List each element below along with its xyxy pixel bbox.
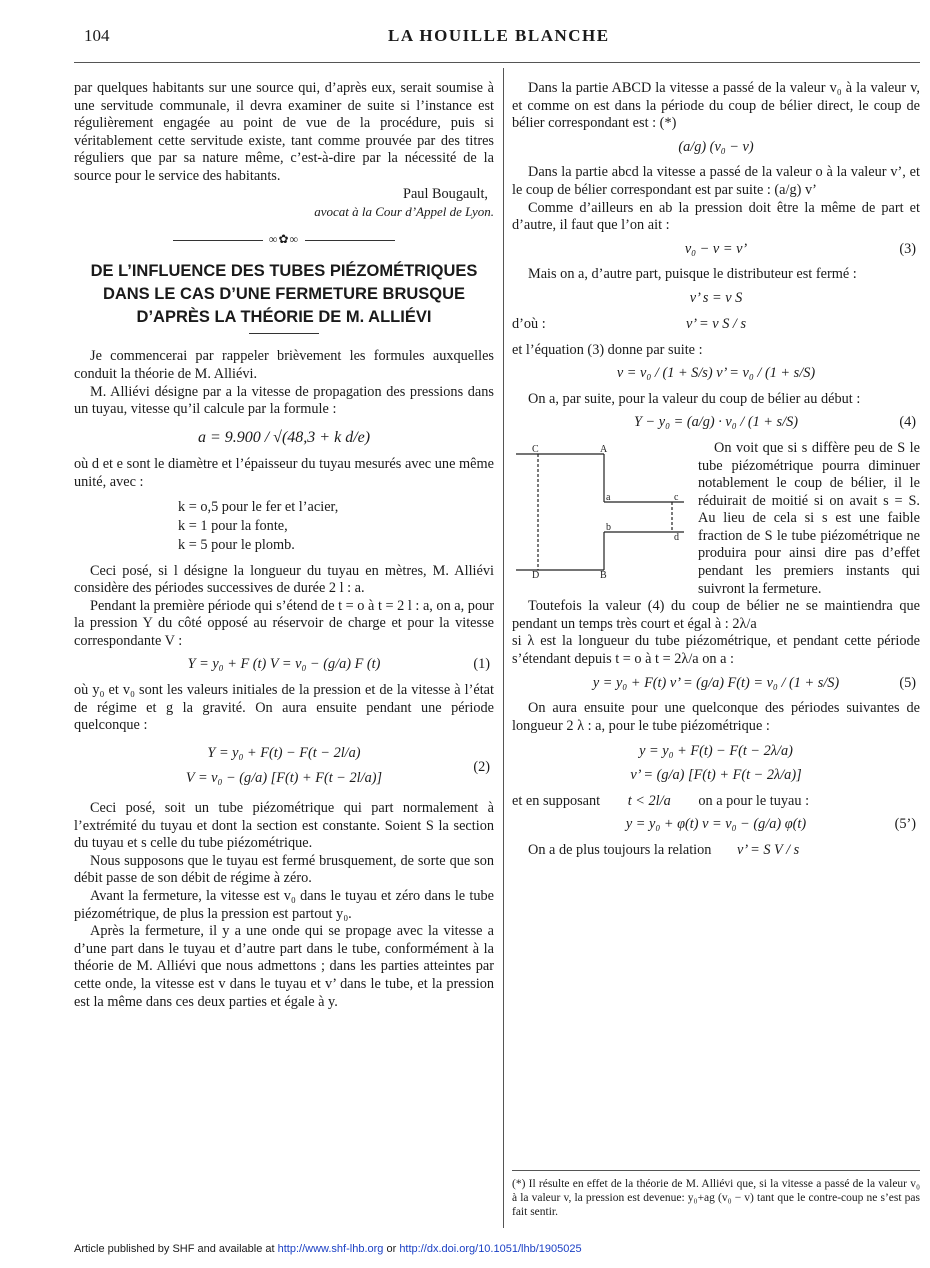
figure-label: C bbox=[532, 443, 539, 455]
title-line: DE L’INFLUENCE DES TUBES PIÉZOMÉTRIQUES bbox=[90, 262, 478, 281]
figure-paragraph bbox=[512, 440, 920, 598]
k-value: k = 1 pour la fonte, bbox=[178, 517, 288, 534]
relation-equation: v’ = S V / s bbox=[737, 841, 800, 858]
equation-5 bbox=[512, 675, 920, 693]
paragraph: Ceci posé, soit un tube piézométrique qui part normalement à l’extrémité du tuyau et dont la section est constante. Soient S la section du tuyau et s celle du tube piézométrique. bbox=[74, 800, 494, 852]
equation-text: y = y₀ + F(t) − F(t − 2λ/a) bbox=[639, 743, 793, 760]
paragraph: On a, par suite, pour la valeur du coup de bélier au début : bbox=[528, 390, 861, 407]
header-rule bbox=[74, 62, 920, 63]
footnote: (*) Il résulte en effet de la théorie de M. Alliévi que, si la vitesse a passé de la valeur v₀ à la valeur v, la pression est devenue: y₀+ag (v₀ − v) tant que le contre-coup ne s’est pas fait sentir. bbox=[512, 1170, 920, 1219]
condition-line bbox=[512, 793, 920, 811]
author-title: avocat à la Cour d’Appel de Lyon. bbox=[314, 204, 494, 220]
figure-label: c bbox=[674, 491, 679, 503]
equation-text: v₀ − v = v’ bbox=[684, 240, 748, 257]
condition-equation: t < 2l/a bbox=[627, 792, 671, 809]
paragraph: où y₀ et v₀ sont les valeurs initiales de la pression et de la vitesse à l’état de régime et g la gravité. On aura ensuite pendant une période quelconque : bbox=[74, 682, 494, 734]
figure-label: d bbox=[674, 531, 679, 543]
equation-4 bbox=[512, 414, 920, 432]
figure-label: b bbox=[606, 521, 611, 533]
equation-number: (2) bbox=[473, 758, 490, 775]
paragraph: Mais on a, d’autre part, puisque le distributeur est fermé : bbox=[528, 266, 857, 283]
page-header bbox=[0, 26, 930, 50]
equation-vp-row bbox=[512, 316, 920, 336]
pipe-diagram bbox=[512, 442, 690, 580]
author-name: Paul Bougault, bbox=[403, 185, 488, 202]
dou-label: d’où : bbox=[512, 315, 546, 332]
title-underline bbox=[249, 333, 319, 334]
relation-line bbox=[512, 842, 920, 860]
text-run: On a de plus toujours la relation bbox=[528, 841, 712, 858]
equation-number: (5) bbox=[899, 674, 916, 691]
paragraph: On aura ensuite pour une quelconque des périodes suivantes de longueur 2 λ : a, pour le tube piézométrique : bbox=[512, 700, 920, 734]
publication-footer bbox=[74, 1243, 582, 1255]
equation-2 bbox=[74, 745, 494, 788]
paragraph: Je commencerai par rappeler brièvement les formules auxquelles conduit la théorie de M. Alliévi. bbox=[74, 348, 494, 382]
left-column bbox=[74, 80, 494, 1011]
paragraph: par quelques habitants sur une source qui, d’après eux, serait soumise à une servitude communale, il devra examiner de suite si l’instance est régulièrement engagée au point de vue de la procédure, puis si véritablement cette servitude existe, tant comme prouvée par des titres réguliers que par sa nature même, c’est-à-dire par la nécessité de la source pour le service des habitants. bbox=[74, 80, 494, 184]
pipe-figure bbox=[512, 442, 690, 580]
figure-label: B bbox=[600, 569, 607, 580]
equation-text: v’ = (g/a) [F(t) + F(t − 2λ/a)] bbox=[630, 767, 802, 783]
shf-link[interactable]: http://www.shf-lhb.org bbox=[277, 1243, 384, 1255]
k-value: k = o,5 pour le fer et l’acier, bbox=[178, 498, 339, 515]
title-line: DANS LE CAS D’UNE FERMETURE BRUSQUE bbox=[102, 285, 466, 304]
footer-text: or bbox=[383, 1243, 400, 1255]
equation-6 bbox=[512, 743, 920, 784]
right-column bbox=[512, 80, 920, 859]
paragraph: Avant la fermeture, la vitesse est v₀ dans le tuyau et zéro dans le tube piézométrique, de plus la pression est partout y₀. bbox=[74, 888, 494, 922]
paragraph: Ceci posé, si l désigne la longueur du tuyau en mètres, M. Alliévi considère des périodes successives de durée 2 l : a. bbox=[74, 562, 494, 597]
equation-a: a = 9.900 / √(48,3 + k d/e) bbox=[197, 428, 371, 446]
doi-link[interactable]: http://dx.doi.org/10.1051/lhb/1905025 bbox=[399, 1243, 582, 1255]
figure-label: D bbox=[532, 569, 540, 580]
column-divider bbox=[503, 68, 504, 1228]
paragraph: Toutefois la valeur (4) du coup de bélier ne se maintiendra que pendant un temps très court et égal à : 2λ/a bbox=[512, 598, 920, 632]
paragraph: M. Alliévi désigne par a la vitesse de propagation des pressions dans un tuyau, vitesse qu’il calcule par la formule : bbox=[74, 383, 494, 418]
equation-number: (4) bbox=[899, 414, 916, 431]
article-title bbox=[74, 260, 494, 329]
title-line: D’APRÈS LA THÉORIE DE M. ALLIÉVI bbox=[136, 308, 432, 327]
paragraph: On voit que si s diffère peu de S le tube piézométrique pourra diminuer notablement le coup de bélier, il le réduirait de moitié si on avait s = S. Au lieu de cela si s est une faible fraction de S le tube piézométrique ne produira pour ainsi dire pas d’effet pendant les premiers instants qui suivront la fermeture. bbox=[698, 439, 920, 597]
equation-3 bbox=[512, 241, 920, 259]
equation-v: v = v₀ / (1 + S/s) v’ = v₀ / (1 + s/S) bbox=[616, 365, 816, 382]
equation-text: Y = y₀ + F(t) − F(t − 2l/a) bbox=[207, 744, 361, 761]
k-values-list bbox=[178, 498, 494, 555]
equation-1 bbox=[74, 656, 494, 674]
page-number: 104 bbox=[84, 26, 110, 45]
journal-title: LA HOUILLE BLANCHE bbox=[388, 26, 610, 45]
paragraph: si λ est la longueur du tube piézométrique, et pendant cette période s’étendant depuis t = o à t = 2λ/a on a : bbox=[512, 633, 920, 668]
equation-coup: (a/g) (v₀ − v) bbox=[678, 138, 754, 155]
equation-number: (5’) bbox=[894, 816, 916, 833]
k-value: k = 5 pour le plomb. bbox=[178, 536, 295, 553]
equation-5prime bbox=[512, 816, 920, 834]
paragraph: Dans la partie ABCD la vitesse a passé de la valeur v₀ à la valeur v, et comme on est dans la période du coup de bélier direct, le coup de bélier correspondant est : (*) bbox=[512, 80, 920, 132]
equation-text: y = y₀ + F(t) v’ = (g/a) F(t) = v₀ / (1 + s/S) bbox=[592, 674, 840, 691]
equation-text: y = y₀ + φ(t) v = v₀ − (g/a) φ(t) bbox=[625, 816, 807, 833]
paragraph: Nous supposons que le tuyau est fermé brusquement, de sorte que son débit passe de son débit de régime à zéro. bbox=[74, 852, 494, 887]
figure-label: A bbox=[600, 443, 608, 455]
equation-vp: v’ = v S / s bbox=[685, 315, 747, 332]
paragraph: Comme d’ailleurs en ab la pression doit être la même de part et d’autre, il faut que l’on ait : bbox=[512, 199, 920, 234]
text-run: on a pour le tuyau : bbox=[698, 792, 810, 809]
ornament-divider: ∞✿∞ bbox=[74, 231, 494, 249]
equation-number: (3) bbox=[899, 240, 916, 257]
equation-text: V = v₀ − (g/a) [F(t) + F(t − 2l/a)] bbox=[185, 770, 383, 787]
equation-text: Y − y₀ = (a/g) · v₀ / (1 + s/S) bbox=[634, 414, 798, 431]
paragraph: où d et e sont le diamètre et l’épaisseur du tuyau mesurés avec une même unité, avec : bbox=[74, 456, 494, 490]
figure-label: a bbox=[606, 491, 611, 503]
equation-vs: v’ s = v S bbox=[689, 289, 743, 306]
text-run: et en supposant bbox=[512, 792, 601, 809]
paragraph: Après la fermeture, il y a une onde qui se propage avec la vitesse a d’une part dans le tuyau et d’autre part dans le tube, conformément à la théorie de M. Alliévi que nous admettons ; dans les parties atteintes par cette onde, la vitesse est v dans le tuyau et v’ dans le tube, et la pression est la même dans ces deux parties et égale à y. bbox=[74, 923, 494, 1010]
paragraph: Dans la partie abcd la vitesse a passé de la valeur o à la valeur v’, et le coup de bélier correspondant est par suite : (a/g) v’ bbox=[512, 164, 920, 198]
paragraph: et l’équation (3) donne par suite : bbox=[512, 341, 703, 358]
equation-text: Y = y₀ + F (t) V = v₀ − (g/a) F (t) bbox=[187, 656, 381, 673]
paragraph: Pendant la première période qui s’étend de t = o à t = 2 l : a, on a, pour la pression Y du côté opposé au réservoir de charge et pour la vitesse correspondante V : bbox=[74, 597, 495, 649]
footer-text: Article published by SHF and available at bbox=[74, 1243, 278, 1255]
equation-number: (1) bbox=[473, 656, 490, 673]
